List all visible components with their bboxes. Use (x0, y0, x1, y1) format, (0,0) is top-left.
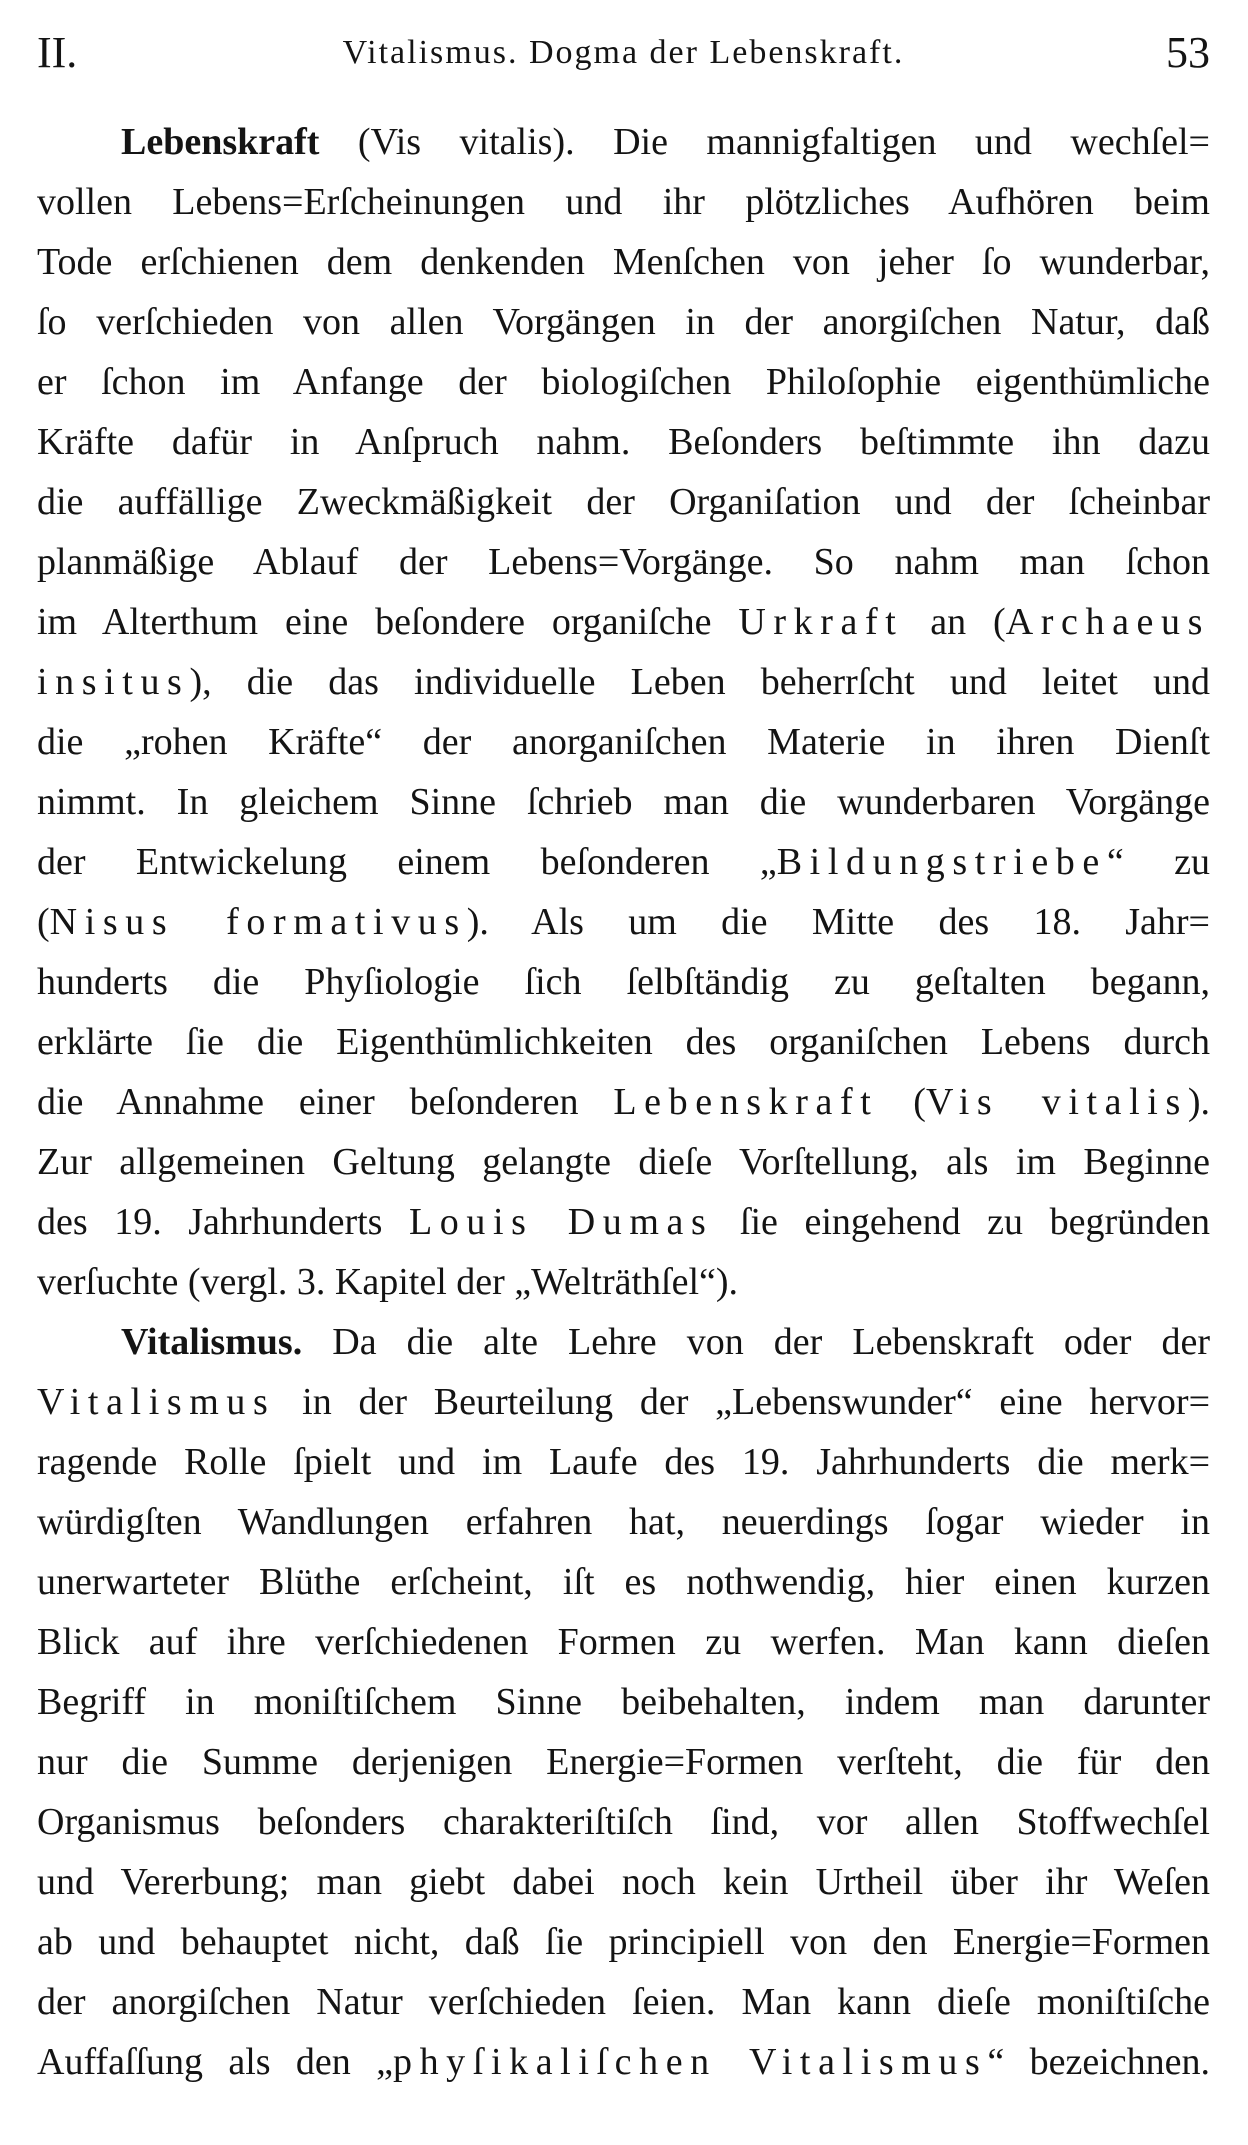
text-run: “ zu (1106, 841, 1210, 883)
text-line: ſo verſchieden von allen Vorgängen in der anorgiſchen Natur, daß (37, 301, 1210, 343)
text-run: ), die das individuelle Leben beherrſcht und leitet und (189, 661, 1210, 703)
text-line (37, 1312, 1210, 1372)
text-line (37, 2032, 1210, 2092)
spaced-emphasis: Louis Dumas (409, 1201, 714, 1243)
text-line: die „rohen Kräfte“ der anorganiſchen Materie in ihren Dienſt (37, 721, 1210, 763)
text-run: ). Als um die Mitte des 18. Jahr= (466, 901, 1210, 943)
text-line (37, 1372, 1210, 1432)
text-run: “ bezeichnen. (987, 2041, 1210, 2083)
spaced-emphasis: Vitalismus (37, 1381, 276, 1423)
text-run: der Entwickelung einem beſonderen „ (37, 841, 777, 883)
text-line: planmäßige Ablauf der Lebens=Vorgänge. So nahm man ſchon (37, 541, 1210, 583)
text-line: und Vererbung; man giebt dabei noch kein Urtheil über ihr Weſen (37, 1861, 1210, 1903)
text-line: hunderts die Phyſiologie ſich ſelbſtändig zu geſtalten begann, (37, 961, 1210, 1003)
text-line: ab und behauptet nicht, daß ſie principiell von den Energie=Formen (37, 1921, 1210, 1963)
text-run: (Vis vitalis). Die mannigfaltigen und wechſel= (319, 121, 1210, 163)
text-line (37, 112, 1210, 172)
spaced-emphasis: Bildungstriebe (776, 841, 1107, 883)
text-line: vollen Lebens=Erſcheinungen und ihr plötzliches Aufhören beim (37, 181, 1210, 223)
text-run: an ( (903, 601, 1006, 643)
text-line: die auffällige Zweckmäßigkeit der Organiſation und der ſcheinbar (37, 481, 1210, 523)
text-line (37, 592, 1210, 652)
spaced-emphasis: phyſikaliſchen Vitalismus (392, 2041, 988, 2083)
spaced-emphasis: Vis vitalis (925, 1081, 1188, 1123)
spaced-emphasis: Archaeus (1005, 601, 1210, 643)
text-line: nimmt. In gleichem Sinne ſchrieb man die wunderbaren Vorgänge (37, 781, 1210, 823)
text-run: ( (37, 901, 50, 943)
body-text (37, 112, 1210, 2092)
text-line (37, 1072, 1210, 1132)
text-run: die Annahme einer beſonderen (37, 1081, 614, 1123)
text-line: er ſchon im Anfange der biologiſchen Philoſophie eigenthümliche (37, 361, 1210, 403)
text-line: der anorgiſchen Natur verſchieden ſeien. Man kann dieſe moniſtiſche (37, 1981, 1210, 2023)
text-line (37, 1192, 1210, 1252)
text-line (37, 892, 1210, 952)
text-run: ſie eingehend zu begründen (713, 1201, 1210, 1243)
text-line: Begriff in moniſtiſchem Sinne beibehalten, indem man darunter (37, 1681, 1210, 1723)
text-line: unerwarteter Blüthe erſcheint, iſt es nothwendig, hier einen kurzen (37, 1561, 1210, 1603)
spaced-emphasis: Urkraft (738, 601, 904, 643)
text-line: Tode erſchienen dem denkenden Menſchen von jeher ſo wunderbar, (37, 241, 1210, 283)
spaced-emphasis: Nisus formativus (49, 901, 467, 943)
text-line: verſuchte (vergl. 3. Kapitel der „Welträthſel“). (37, 1261, 739, 1303)
text-run: im Alterthum eine beſondere organiſche (37, 601, 739, 643)
spaced-emphasis: insitus (37, 661, 190, 703)
text-line: Blick auf ihre verſchiedenen Formen zu werfen. Man kann dieſen (37, 1621, 1210, 1663)
text-run: in der Beurteilung der „Lebenswunder“ eine hervor= (275, 1381, 1210, 1423)
page-number: 53 (1166, 28, 1210, 77)
text-run: Da die alte Lehre von der Lebenskraft oder der (302, 1321, 1210, 1363)
text-line: Organismus beſonders charakteriſtiſch ſind, vor allen Stoffwechſel (37, 1801, 1210, 1843)
text-line: Zur allgemeinen Geltung gelangte dieſe Vorſtellung, als im Beginne (37, 1141, 1210, 1183)
text-run: des 19. Jahrhunderts (37, 1201, 409, 1243)
text-line: nur die Summe derjenigen Energie=Formen verſteht, die für den (37, 1741, 1210, 1783)
chapter-number: II. (37, 28, 78, 77)
paragraph-heading: Vitalismus. (121, 1321, 303, 1363)
text-line (37, 652, 1210, 712)
text-line: Kräfte dafür in Anſpruch nahm. Beſonders beſtimmte ihn dazu (37, 421, 1210, 463)
running-header (37, 28, 1210, 78)
text-run: ( (878, 1081, 926, 1123)
text-line (37, 832, 1210, 892)
paragraph-heading: Lebenskraft (121, 121, 320, 163)
text-run: Auffaſſung als den „ (37, 2041, 393, 2083)
text-run: ). (1187, 1081, 1210, 1123)
text-line: würdigſten Wandlungen erfahren hat, neuerdings ſogar wieder in (37, 1501, 1210, 1543)
spaced-emphasis: Lebenskraft (613, 1081, 879, 1123)
text-line: ragende Rolle ſpielt und im Laufe des 19. Jahrhunderts die merk= (37, 1441, 1210, 1483)
running-title: Vitalismus. Dogma der Lebenskraft. (342, 34, 905, 71)
text-line: erklärte ſie die Eigenthümlichkeiten des organiſchen Lebens durch (37, 1021, 1210, 1063)
